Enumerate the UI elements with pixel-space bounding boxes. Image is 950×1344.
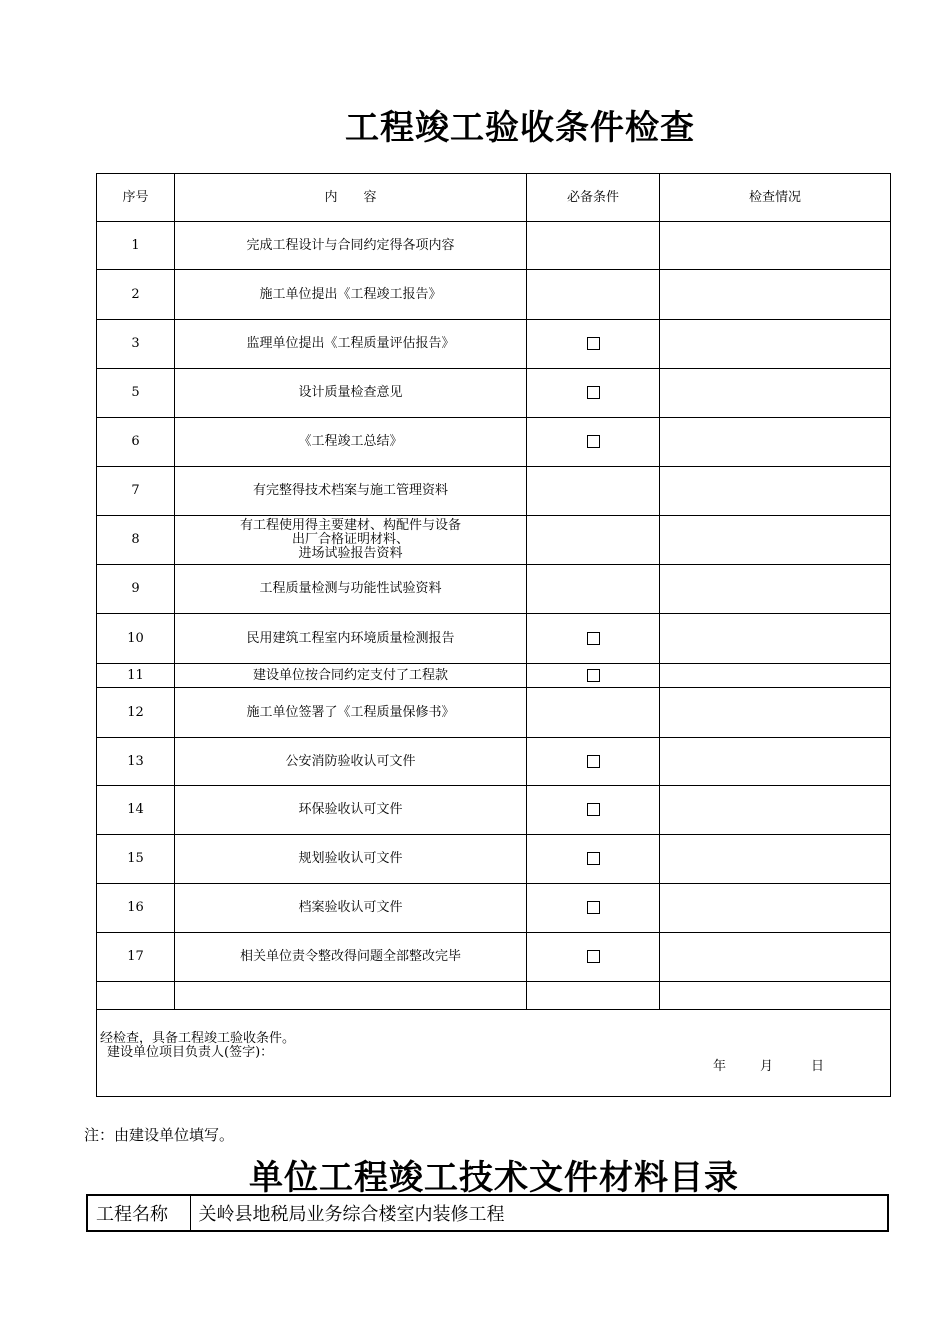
row-required[interactable]	[527, 933, 660, 982]
date-field[interactable]	[713, 1060, 824, 1074]
row-content: 工程质量检测与功能性试验资料	[175, 565, 527, 614]
checkbox-icon[interactable]	[587, 337, 600, 350]
row-seq: 11	[97, 664, 175, 688]
row-required[interactable]	[527, 664, 660, 688]
row-content: 监理单位提出《工程质量评估报告》	[175, 320, 527, 369]
header-status: 检查情况	[660, 174, 891, 222]
project-name-table	[86, 1194, 889, 1232]
note-text: 注：由建设单位填写。	[84, 1126, 235, 1144]
project-name-value: 关岭县地税局业务综合楼室内装修工程	[190, 1195, 888, 1231]
row-required[interactable]	[527, 738, 660, 786]
row-seq: 2	[97, 270, 175, 320]
empty-row	[97, 982, 891, 1010]
row-content: 设计质量检查意见	[175, 369, 527, 418]
row-required[interactable]	[527, 614, 660, 664]
table-row	[97, 516, 891, 565]
row-seq: 16	[97, 884, 175, 933]
row-seq: 17	[97, 933, 175, 982]
row-required	[527, 467, 660, 516]
table-row	[97, 738, 891, 786]
row-required	[527, 565, 660, 614]
row-required[interactable]	[527, 835, 660, 884]
table-row	[97, 565, 891, 614]
row-status[interactable]	[660, 369, 891, 418]
table-row	[97, 369, 891, 418]
row-content: 完成工程设计与合同约定得各项内容	[175, 222, 527, 270]
row-status[interactable]	[660, 738, 891, 786]
table-row	[97, 835, 891, 884]
empty-cell	[97, 982, 175, 1010]
checkbox-icon[interactable]	[587, 901, 600, 914]
table-row	[97, 614, 891, 664]
checkbox-icon[interactable]	[587, 435, 600, 448]
row-seq: 9	[97, 565, 175, 614]
row-content: 公安消防验收认可文件	[175, 738, 527, 786]
header-content: 内 容	[175, 174, 527, 222]
row-content: 有完整得技术档案与施工管理资料	[175, 467, 527, 516]
row-status[interactable]	[660, 664, 891, 688]
row-seq: 1	[97, 222, 175, 270]
footer-row	[97, 1010, 891, 1097]
row-status[interactable]	[660, 688, 891, 738]
row-required[interactable]	[527, 786, 660, 835]
row-seq: 10	[97, 614, 175, 664]
row-status[interactable]	[660, 467, 891, 516]
acceptance-check-table	[96, 173, 891, 1097]
checkbox-icon[interactable]	[587, 669, 600, 682]
header-required: 必备条件	[527, 174, 660, 222]
row-content-line: 进场试验报告资料	[298, 546, 403, 561]
table-row	[97, 467, 891, 516]
row-content: 施工单位提出《工程竣工报告》	[175, 270, 527, 320]
row-status[interactable]	[660, 320, 891, 369]
row-required	[527, 688, 660, 738]
table-row	[97, 270, 891, 320]
table-row	[97, 786, 891, 835]
year-label: 年	[713, 1059, 727, 1074]
row-status[interactable]	[660, 222, 891, 270]
table-row	[97, 933, 891, 982]
conclusion-text: 经检查，具备工程竣工验收条件。	[100, 1031, 296, 1046]
page-title: 工程竣工验收条件检查	[345, 108, 695, 148]
row-required[interactable]	[527, 884, 660, 933]
month-label: 月	[760, 1059, 774, 1074]
empty-cell	[175, 982, 527, 1010]
row-status[interactable]	[660, 516, 891, 565]
row-content: 档案验收认可文件	[175, 884, 527, 933]
checkbox-icon[interactable]	[587, 803, 600, 816]
project-name-label: 工程名称	[87, 1195, 190, 1231]
row-required[interactable]	[527, 418, 660, 467]
row-required	[527, 222, 660, 270]
row-required	[527, 516, 660, 565]
row-seq: 6	[97, 418, 175, 467]
table-row	[97, 884, 891, 933]
row-status[interactable]	[660, 418, 891, 467]
row-content: 建设单位按合同约定支付了工程款	[175, 664, 527, 688]
row-content-line: 有工程使用得主要建材、构配件与设备	[239, 518, 461, 533]
row-seq: 14	[97, 786, 175, 835]
row-content	[175, 516, 527, 565]
row-seq: 7	[97, 467, 175, 516]
row-status[interactable]	[660, 786, 891, 835]
row-seq: 13	[97, 738, 175, 786]
table-row	[97, 688, 891, 738]
row-required[interactable]	[527, 369, 660, 418]
checkbox-icon[interactable]	[587, 852, 600, 865]
checkbox-icon[interactable]	[587, 755, 600, 768]
row-status[interactable]	[660, 884, 891, 933]
header-seq: 序号	[97, 174, 175, 222]
table-row	[97, 320, 891, 369]
row-seq: 15	[97, 835, 175, 884]
table-row	[97, 664, 891, 688]
row-required[interactable]	[527, 320, 660, 369]
checkbox-icon[interactable]	[587, 950, 600, 963]
row-content: 规划验收认可文件	[175, 835, 527, 884]
row-status[interactable]	[660, 933, 891, 982]
section-title: 单位工程竣工技术文件材料目录	[249, 1158, 739, 1198]
row-seq: 5	[97, 369, 175, 418]
day-label: 日	[811, 1059, 825, 1074]
checkbox-icon[interactable]	[587, 632, 600, 645]
row-status[interactable]	[660, 835, 891, 884]
row-content: 相关单位责令整改得问题全部整改完毕	[175, 933, 527, 982]
row-seq: 3	[97, 320, 175, 369]
row-seq: 12	[97, 688, 175, 738]
conclusion-cell[interactable]	[97, 1010, 891, 1097]
empty-cell	[527, 982, 660, 1010]
row-content: 环保验收认可文件	[175, 786, 527, 835]
row-content: 《工程竣工总结》	[175, 418, 527, 467]
checkbox-icon[interactable]	[587, 386, 600, 399]
signature-label: 建设单位项目负责人(签字)：	[107, 1045, 274, 1060]
row-status[interactable]	[660, 565, 891, 614]
table-row	[97, 418, 891, 467]
row-seq: 8	[97, 516, 175, 565]
row-content: 施工单位签署了《工程质量保修书》	[175, 688, 527, 738]
empty-cell	[660, 982, 891, 1010]
table-header-row	[97, 174, 891, 222]
row-required	[527, 270, 660, 320]
row-content: 民用建筑工程室内环境质量检测报告	[175, 614, 527, 664]
table-row	[97, 222, 891, 270]
row-status[interactable]	[660, 614, 891, 664]
row-content-line: 出厂合格证明材料、	[291, 532, 409, 547]
row-status[interactable]	[660, 270, 891, 320]
